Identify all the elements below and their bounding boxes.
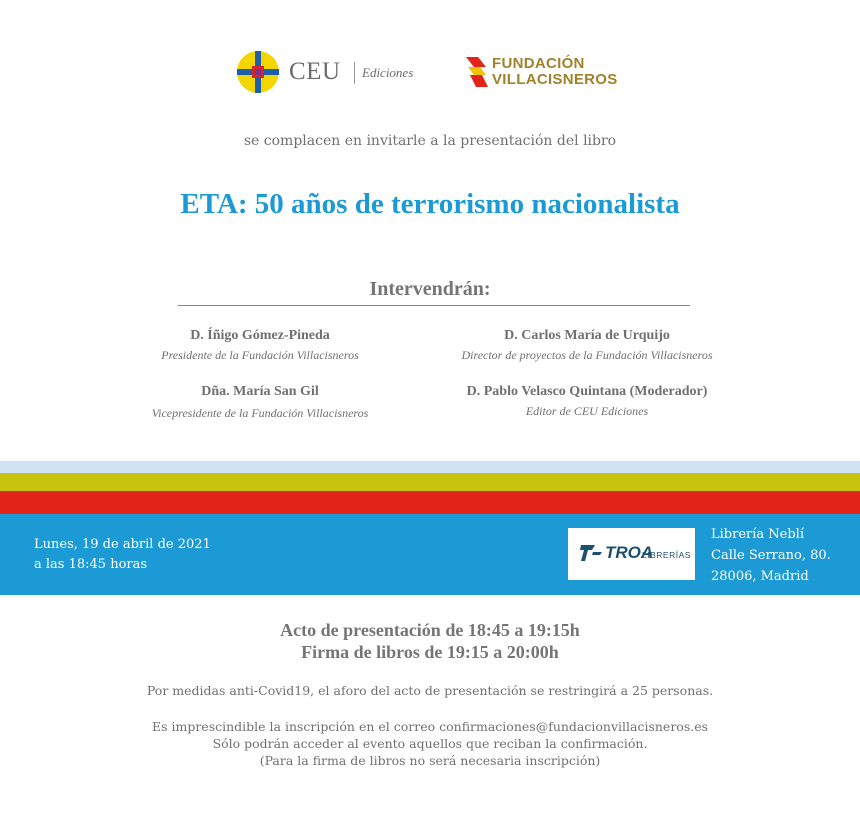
venue-address bbox=[711, 524, 831, 587]
schedule-presentation: Acto de presentación de 18:45 a 19:15h bbox=[280, 620, 580, 640]
access-text: Sólo podrán acceder al evento aquellos que reciban la confirmación. bbox=[212, 736, 648, 751]
speaker-3 bbox=[110, 384, 410, 421]
speakers-divider bbox=[178, 305, 690, 306]
header-logos bbox=[0, 48, 860, 98]
troa-logo-icon bbox=[580, 542, 604, 564]
intro-text: se complacen en invitarle a la presentación del libro bbox=[243, 133, 617, 149]
speaker-name: D. Íñigo Gómez-Pineda bbox=[190, 328, 330, 343]
venue-city: 28006, Madrid bbox=[711, 569, 809, 584]
venue-name: Librería Neblí bbox=[711, 527, 804, 542]
fv-wordmark-line2: VILLACISNEROS bbox=[492, 71, 618, 88]
ceu-subtitle: Ediciones bbox=[362, 65, 414, 80]
venue-logo-name: TROA bbox=[605, 543, 654, 562]
registration-text: Es imprescindible la inscripción en el correo confirmaciones@fundacionvillacisneros.es bbox=[151, 719, 709, 734]
venue-logo bbox=[568, 528, 695, 580]
ceu-logo-icon bbox=[236, 50, 280, 94]
speaker-4 bbox=[437, 384, 737, 419]
speaker-role: Director de proyectos de la Fundación Villacisneros bbox=[461, 348, 713, 362]
fv-wordmark-line1: FUNDACIÓN bbox=[492, 55, 585, 72]
ceu-separator bbox=[354, 62, 355, 84]
registration-note bbox=[0, 718, 860, 769]
speaker-role: Editor de CEU Ediciones bbox=[525, 404, 649, 418]
signing-note-text: (Para la firma de libros no será necesaria inscripción) bbox=[259, 753, 601, 768]
speaker-role: Vicepresidente de la Fundación Villacisneros bbox=[151, 406, 369, 420]
fundacion-villacisneros-logo-icon bbox=[464, 55, 490, 89]
schedule bbox=[0, 619, 860, 663]
event-date: Lunes, 19 de abril de 2021 bbox=[34, 537, 211, 552]
band-red bbox=[0, 491, 860, 514]
event-date-time bbox=[34, 535, 211, 575]
speaker-1 bbox=[110, 328, 410, 363]
speaker-name: D. Carlos María de Urquijo bbox=[504, 328, 670, 343]
book-title: ETA: 50 años de terrorismo nacionalista bbox=[180, 188, 680, 220]
speaker-2 bbox=[437, 328, 737, 363]
speaker-name: D. Pablo Velasco Quintana (Moderador) bbox=[466, 384, 708, 399]
band-yellow bbox=[0, 473, 860, 491]
schedule-signing: Firma de libros de 19:15 a 20:00h bbox=[301, 642, 559, 662]
speaker-name: Dña. María San Gil bbox=[201, 384, 319, 399]
event-time: a las 18:45 horas bbox=[34, 557, 148, 572]
venue-street: Calle Serrano, 80. bbox=[711, 548, 831, 563]
speakers-heading: Intervendrán: bbox=[369, 278, 491, 300]
venue-logo-sub: LIBRERÍAS bbox=[642, 550, 691, 560]
covid-note: Por medidas anti-Covid19, el aforo del acto de presentación se restringirá a 25 personas. bbox=[146, 683, 714, 698]
speaker-role: Presidente de la Fundación Villacisneros bbox=[161, 348, 359, 362]
band-light-blue bbox=[0, 461, 860, 473]
ceu-wordmark: CEU bbox=[289, 58, 341, 85]
